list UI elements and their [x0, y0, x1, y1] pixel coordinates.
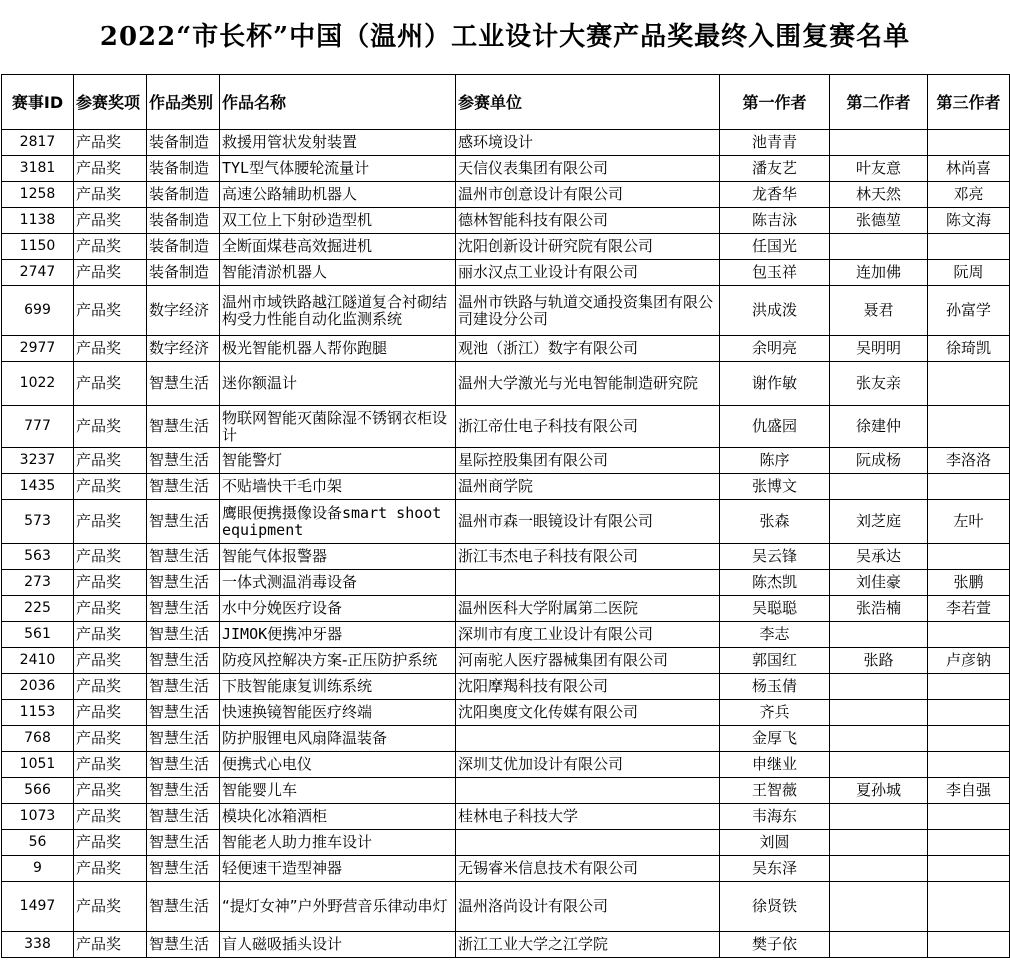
- cell-category: 装备制造: [147, 260, 220, 286]
- cell-award: 产品奖: [74, 804, 147, 830]
- cell-event-id: 768: [2, 726, 74, 752]
- cell-first-author: 陈序: [720, 448, 830, 474]
- cell-event-id: 338: [2, 932, 74, 958]
- cell-unit: 沈阳摩羯科技有限公司: [456, 674, 720, 700]
- cell-second-author: 徐建仲: [830, 406, 928, 448]
- table-row: [2, 286, 1010, 336]
- cell-unit: 天信仪表集团有限公司: [456, 156, 720, 182]
- cell-second-author: [830, 700, 928, 726]
- table-row: [2, 570, 1010, 596]
- cell-category: 智慧生活: [147, 544, 220, 570]
- cell-first-author: 刘圆: [720, 830, 830, 856]
- cell-work-name: 智能清淤机器人: [220, 260, 456, 286]
- cell-third-author: [928, 622, 1010, 648]
- cell-event-id: 1258: [2, 182, 74, 208]
- cell-second-author: [830, 674, 928, 700]
- cell-first-author: 洪成泼: [720, 286, 830, 336]
- cell-second-author: [830, 130, 928, 156]
- cell-third-author: 李洛洛: [928, 448, 1010, 474]
- cell-first-author: 吴聪聪: [720, 596, 830, 622]
- cell-event-id: 699: [2, 286, 74, 336]
- cell-award: 产品奖: [74, 362, 147, 406]
- cell-category: 装备制造: [147, 130, 220, 156]
- header-event-id: 赛事ID: [2, 75, 74, 130]
- table-row: [2, 234, 1010, 260]
- table-row: [2, 674, 1010, 700]
- cell-award: 产品奖: [74, 544, 147, 570]
- cell-unit: 浙江帝仕电子科技有限公司: [456, 406, 720, 448]
- cell-award: 产品奖: [74, 882, 147, 932]
- table-row: [2, 156, 1010, 182]
- cell-third-author: 陈文海: [928, 208, 1010, 234]
- cell-first-author: 潘友艺: [720, 156, 830, 182]
- cell-second-author: [830, 622, 928, 648]
- cell-unit: 桂林电子科技大学: [456, 804, 720, 830]
- cell-award: 产品奖: [74, 648, 147, 674]
- cell-first-author: 申继业: [720, 752, 830, 778]
- cell-award: 产品奖: [74, 856, 147, 882]
- cell-category: 智慧生活: [147, 570, 220, 596]
- cell-third-author: [928, 830, 1010, 856]
- table-row: [2, 882, 1010, 932]
- cell-unit: [456, 570, 720, 596]
- cell-unit: 温州市森一眼镜设计有限公司: [456, 500, 720, 544]
- cell-first-author: 谢作敏: [720, 362, 830, 406]
- cell-event-id: 563: [2, 544, 74, 570]
- cell-category: 智慧生活: [147, 778, 220, 804]
- cell-third-author: [928, 752, 1010, 778]
- cell-second-author: 刘佳豪: [830, 570, 928, 596]
- cell-award: 产品奖: [74, 726, 147, 752]
- cell-award: 产品奖: [74, 830, 147, 856]
- table-row: [2, 726, 1010, 752]
- cell-unit: 浙江韦杰电子科技有限公司: [456, 544, 720, 570]
- cell-work-name: 智能老人助力推车设计: [220, 830, 456, 856]
- table-row: [2, 700, 1010, 726]
- cell-first-author: 徐贤铁: [720, 882, 830, 932]
- cell-third-author: [928, 362, 1010, 406]
- table-row: [2, 182, 1010, 208]
- cell-work-name: 迷你额温计: [220, 362, 456, 406]
- cell-award: 产品奖: [74, 156, 147, 182]
- cell-second-author: [830, 234, 928, 260]
- cell-unit: 温州商学院: [456, 474, 720, 500]
- cell-unit: 深圳艾优加设计有限公司: [456, 752, 720, 778]
- cell-award: 产品奖: [74, 778, 147, 804]
- cell-unit: 温州洛尚设计有限公司: [456, 882, 720, 932]
- cell-work-name: 模块化冰箱酒柜: [220, 804, 456, 830]
- cell-second-author: 吴明明: [830, 336, 928, 362]
- cell-event-id: 56: [2, 830, 74, 856]
- cell-unit: 深圳市有度工业设计有限公司: [456, 622, 720, 648]
- cell-event-id: 3181: [2, 156, 74, 182]
- cell-work-name: 防护服锂电风扇降温装备: [220, 726, 456, 752]
- cell-third-author: [928, 130, 1010, 156]
- cell-third-author: 李若萱: [928, 596, 1010, 622]
- cell-category: 智慧生活: [147, 448, 220, 474]
- cell-work-name: 下肢智能康复训练系统: [220, 674, 456, 700]
- cell-event-id: 2977: [2, 336, 74, 362]
- cell-work-name: 便携式心电仪: [220, 752, 456, 778]
- cell-category: 智慧生活: [147, 830, 220, 856]
- table-row: [2, 500, 1010, 544]
- cell-work-name: 水中分娩医疗设备: [220, 596, 456, 622]
- cell-second-author: [830, 474, 928, 500]
- cell-event-id: 1150: [2, 234, 74, 260]
- cell-category: 智慧生活: [147, 500, 220, 544]
- cell-third-author: [928, 406, 1010, 448]
- header-third-author: 第三作者: [928, 75, 1010, 130]
- cell-event-id: 1073: [2, 804, 74, 830]
- cell-third-author: 阮周: [928, 260, 1010, 286]
- cell-third-author: 左叶: [928, 500, 1010, 544]
- cell-work-name: 轻便速干造型神器: [220, 856, 456, 882]
- cell-award: 产品奖: [74, 674, 147, 700]
- cell-second-author: 张路: [830, 648, 928, 674]
- cell-third-author: [928, 804, 1010, 830]
- cell-work-name: 防疫风控解决方案-正压防护系统: [220, 648, 456, 674]
- cell-category: 装备制造: [147, 182, 220, 208]
- cell-unit: 无锡睿米信息技术有限公司: [456, 856, 720, 882]
- cell-third-author: 孙富学: [928, 286, 1010, 336]
- cell-second-author: 张德堃: [830, 208, 928, 234]
- cell-second-author: [830, 830, 928, 856]
- cell-work-name: 不贴墙快干毛巾架: [220, 474, 456, 500]
- cell-category: 装备制造: [147, 156, 220, 182]
- cell-first-author: 张森: [720, 500, 830, 544]
- cell-third-author: [928, 932, 1010, 958]
- cell-work-name: 物联网智能灭菌除湿不锈钢衣柜设计: [220, 406, 456, 448]
- table-row: [2, 474, 1010, 500]
- cell-category: 智慧生活: [147, 804, 220, 830]
- cell-second-author: 夏孙城: [830, 778, 928, 804]
- cell-unit: 感环境设计: [456, 130, 720, 156]
- cell-work-name: 智能气体报警器: [220, 544, 456, 570]
- table-row: [2, 596, 1010, 622]
- cell-event-id: 2036: [2, 674, 74, 700]
- cell-event-id: 2747: [2, 260, 74, 286]
- cell-first-author: 余明亮: [720, 336, 830, 362]
- cell-first-author: 池青青: [720, 130, 830, 156]
- cell-work-name: TYL型气体腰轮流量计: [220, 156, 456, 182]
- cell-work-name: 全断面煤巷高效掘进机: [220, 234, 456, 260]
- cell-award: 产品奖: [74, 474, 147, 500]
- cell-first-author: 郭国红: [720, 648, 830, 674]
- cell-category: 智慧生活: [147, 362, 220, 406]
- table-row: [2, 130, 1010, 156]
- cell-second-author: [830, 804, 928, 830]
- cell-category: 智慧生活: [147, 932, 220, 958]
- cell-category: 智慧生活: [147, 726, 220, 752]
- table-row: [2, 622, 1010, 648]
- cell-third-author: [928, 726, 1010, 752]
- cell-unit: 温州市创意设计有限公司: [456, 182, 720, 208]
- cell-award: 产品奖: [74, 700, 147, 726]
- finalist-table: [1, 74, 1010, 958]
- cell-first-author: 杨玉倩: [720, 674, 830, 700]
- cell-first-author: 包玉祥: [720, 260, 830, 286]
- table-row: [2, 260, 1010, 286]
- cell-work-name: 温州市域铁路越江隧道复合衬砌结构受力性能自动化监测系统: [220, 286, 456, 336]
- cell-third-author: 邓亮: [928, 182, 1010, 208]
- cell-first-author: 陈杰凯: [720, 570, 830, 596]
- cell-third-author: [928, 474, 1010, 500]
- cell-category: 智慧生活: [147, 406, 220, 448]
- table-row: [2, 856, 1010, 882]
- cell-work-name: 双工位上下射砂造型机: [220, 208, 456, 234]
- cell-category: 智慧生活: [147, 622, 220, 648]
- cell-first-author: 王智薇: [720, 778, 830, 804]
- cell-work-name: 智能警灯: [220, 448, 456, 474]
- cell-category: 装备制造: [147, 234, 220, 260]
- cell-third-author: [928, 234, 1010, 260]
- header-work-name: 作品名称: [220, 75, 456, 130]
- cell-first-author: 龙香华: [720, 182, 830, 208]
- cell-work-name: “提灯女神”户外野营音乐律动串灯: [220, 882, 456, 932]
- cell-award: 产品奖: [74, 448, 147, 474]
- cell-category: 装备制造: [147, 208, 220, 234]
- cell-third-author: [928, 856, 1010, 882]
- cell-event-id: 777: [2, 406, 74, 448]
- cell-third-author: 张鹏: [928, 570, 1010, 596]
- cell-award: 产品奖: [74, 406, 147, 448]
- cell-award: 产品奖: [74, 260, 147, 286]
- cell-award: 产品奖: [74, 932, 147, 958]
- cell-event-id: 561: [2, 622, 74, 648]
- table-row: [2, 406, 1010, 448]
- cell-second-author: 吴承达: [830, 544, 928, 570]
- cell-category: 智慧生活: [147, 856, 220, 882]
- table-row: [2, 830, 1010, 856]
- cell-category: 智慧生活: [147, 474, 220, 500]
- cell-unit: [456, 778, 720, 804]
- cell-first-author: 陈吉泳: [720, 208, 830, 234]
- cell-event-id: 3237: [2, 448, 74, 474]
- cell-unit: 星际控股集团有限公司: [456, 448, 720, 474]
- cell-award: 产品奖: [74, 570, 147, 596]
- cell-unit: 温州市铁路与轨道交通投资集团有限公司建设分公司: [456, 286, 720, 336]
- cell-work-name: 智能婴儿车: [220, 778, 456, 804]
- table-row: [2, 778, 1010, 804]
- cell-award: 产品奖: [74, 622, 147, 648]
- cell-award: 产品奖: [74, 500, 147, 544]
- table-row: [2, 932, 1010, 958]
- cell-work-name: 高速公路辅助机器人: [220, 182, 456, 208]
- cell-category: 数字经济: [147, 286, 220, 336]
- cell-second-author: 聂君: [830, 286, 928, 336]
- cell-event-id: 1435: [2, 474, 74, 500]
- cell-event-id: 2817: [2, 130, 74, 156]
- cell-first-author: 吴东泽: [720, 856, 830, 882]
- cell-work-name: JIMOK便携冲牙器: [220, 622, 456, 648]
- cell-category: 智慧生活: [147, 700, 220, 726]
- cell-first-author: 樊子依: [720, 932, 830, 958]
- header-second-author: 第二作者: [830, 75, 928, 130]
- cell-event-id: 1153: [2, 700, 74, 726]
- cell-award: 产品奖: [74, 182, 147, 208]
- table-row: [2, 752, 1010, 778]
- cell-work-name: 鹰眼便携摄像设备smart shoot equipment: [220, 500, 456, 544]
- cell-unit: 丽水汉点工业设计有限公司: [456, 260, 720, 286]
- cell-unit: 浙江工业大学之江学院: [456, 932, 720, 958]
- cell-first-author: 任国光: [720, 234, 830, 260]
- cell-category: 智慧生活: [147, 752, 220, 778]
- table-row: [2, 648, 1010, 674]
- cell-work-name: 救援用管状发射装置: [220, 130, 456, 156]
- cell-third-author: 林尚喜: [928, 156, 1010, 182]
- cell-unit: 温州大学激光与光电智能制造研究院: [456, 362, 720, 406]
- cell-award: 产品奖: [74, 234, 147, 260]
- cell-work-name: 盲人磁吸插头设计: [220, 932, 456, 958]
- cell-award: 产品奖: [74, 208, 147, 234]
- cell-second-author: 林天然: [830, 182, 928, 208]
- cell-first-author: 李志: [720, 622, 830, 648]
- cell-second-author: [830, 752, 928, 778]
- cell-unit: 观池（浙江）数字有限公司: [456, 336, 720, 362]
- cell-category: 智慧生活: [147, 596, 220, 622]
- cell-first-author: 齐兵: [720, 700, 830, 726]
- cell-award: 产品奖: [74, 752, 147, 778]
- cell-work-name: 一体式测温消毒设备: [220, 570, 456, 596]
- cell-third-author: 李自强: [928, 778, 1010, 804]
- cell-unit: [456, 830, 720, 856]
- cell-unit: 河南驼人医疗器械集团有限公司: [456, 648, 720, 674]
- cell-second-author: 连加佛: [830, 260, 928, 286]
- cell-event-id: 1022: [2, 362, 74, 406]
- cell-second-author: 叶友意: [830, 156, 928, 182]
- cell-event-id: 225: [2, 596, 74, 622]
- table-row: [2, 362, 1010, 406]
- cell-first-author: 韦海东: [720, 804, 830, 830]
- cell-event-id: 1051: [2, 752, 74, 778]
- table-row: [2, 448, 1010, 474]
- cell-first-author: 张博文: [720, 474, 830, 500]
- cell-event-id: 1138: [2, 208, 74, 234]
- table-row: [2, 208, 1010, 234]
- cell-unit: [456, 726, 720, 752]
- header-first-author: 第一作者: [720, 75, 830, 130]
- cell-second-author: [830, 932, 928, 958]
- cell-event-id: 1497: [2, 882, 74, 932]
- cell-third-author: [928, 882, 1010, 932]
- header-unit: 参赛单位: [456, 75, 720, 130]
- cell-event-id: 573: [2, 500, 74, 544]
- cell-second-author: 刘芝庭: [830, 500, 928, 544]
- cell-category: 智慧生活: [147, 674, 220, 700]
- cell-first-author: 仇盛园: [720, 406, 830, 448]
- table-row: [2, 804, 1010, 830]
- cell-event-id: 2410: [2, 648, 74, 674]
- cell-second-author: 张友亲: [830, 362, 928, 406]
- cell-event-id: 273: [2, 570, 74, 596]
- table-row: [2, 544, 1010, 570]
- table-header-row: [2, 75, 1010, 130]
- cell-unit: 德林智能科技有限公司: [456, 208, 720, 234]
- cell-second-author: [830, 726, 928, 752]
- cell-award: 产品奖: [74, 336, 147, 362]
- cell-award: 产品奖: [74, 130, 147, 156]
- cell-event-id: 9: [2, 856, 74, 882]
- cell-third-author: [928, 544, 1010, 570]
- cell-second-author: [830, 856, 928, 882]
- cell-category: 数字经济: [147, 336, 220, 362]
- cell-category: 智慧生活: [147, 882, 220, 932]
- cell-third-author: 徐琦凯: [928, 336, 1010, 362]
- cell-first-author: 金厚飞: [720, 726, 830, 752]
- cell-work-name: 快速换镜智能医疗终端: [220, 700, 456, 726]
- cell-unit: 沈阳奥度文化传媒有限公司: [456, 700, 720, 726]
- header-award: 参赛奖项: [74, 75, 147, 130]
- cell-event-id: 566: [2, 778, 74, 804]
- cell-second-author: 阮成杨: [830, 448, 928, 474]
- header-category: 作品类别: [147, 75, 220, 130]
- cell-third-author: [928, 674, 1010, 700]
- cell-award: 产品奖: [74, 286, 147, 336]
- cell-unit: 温州医科大学附属第二医院: [456, 596, 720, 622]
- cell-second-author: [830, 882, 928, 932]
- cell-work-name: 极光智能机器人帮你跑腿: [220, 336, 456, 362]
- cell-third-author: [928, 700, 1010, 726]
- cell-first-author: 吴云锋: [720, 544, 830, 570]
- cell-unit: 沈阳创新设计研究院有限公司: [456, 234, 720, 260]
- cell-third-author: 卢彦钠: [928, 648, 1010, 674]
- cell-second-author: 张浩楠: [830, 596, 928, 622]
- table-row: [2, 336, 1010, 362]
- page-title: 2022“市长杯”中国（温州）工业设计大赛产品奖最终入围复赛名单: [99, 22, 911, 52]
- cell-category: 智慧生活: [147, 648, 220, 674]
- cell-award: 产品奖: [74, 596, 147, 622]
